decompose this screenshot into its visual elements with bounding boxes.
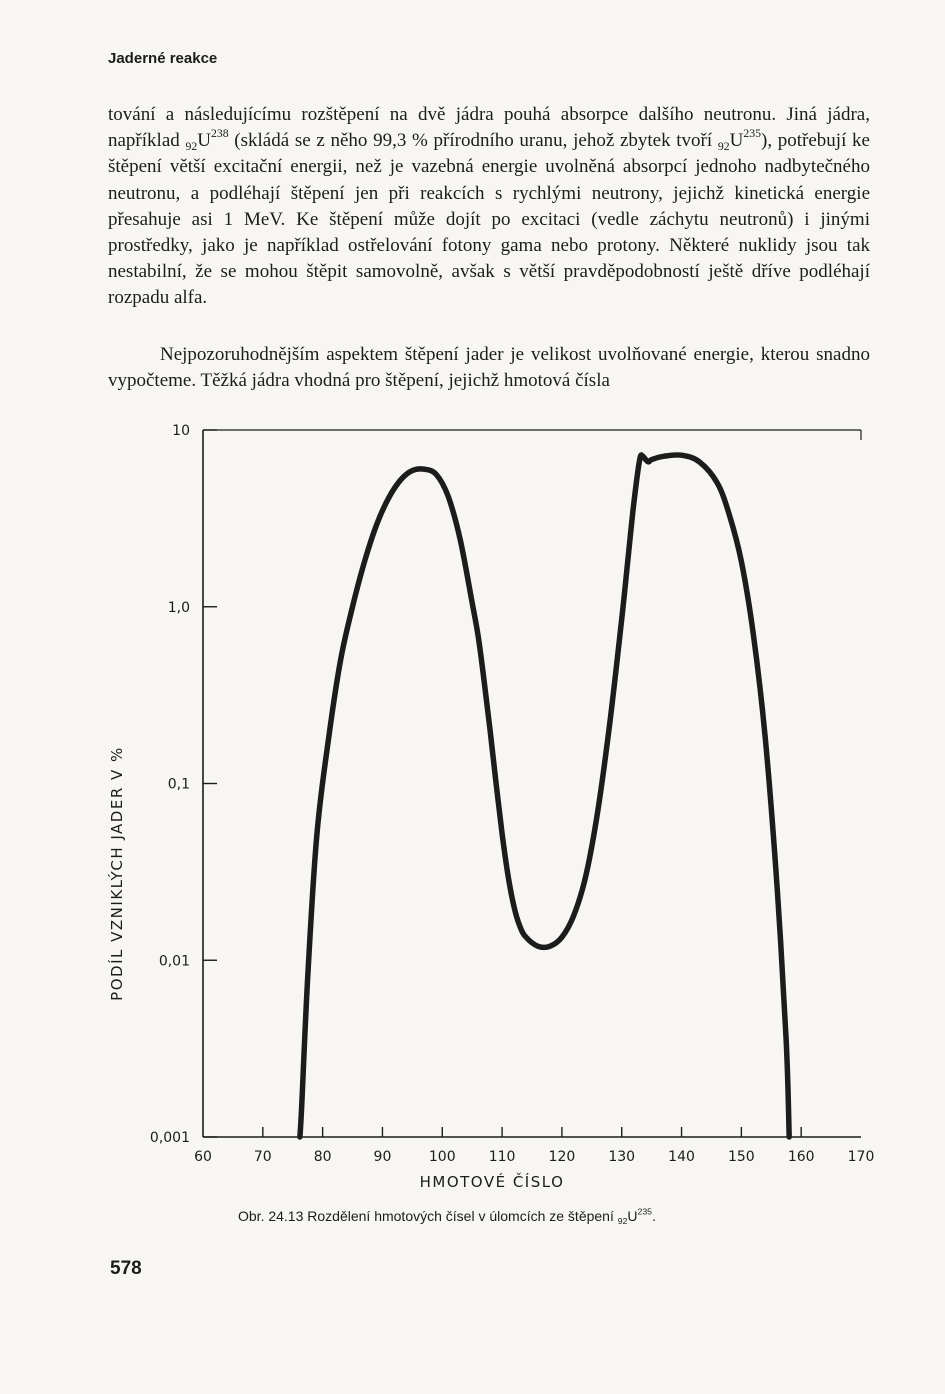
- caption-subscript: 92: [617, 1216, 628, 1227]
- u235-superscript: 235: [743, 127, 761, 141]
- x-tick-label: 80: [313, 1149, 332, 1165]
- caption-superscript: 235: [637, 1206, 652, 1217]
- chart-frame: [203, 430, 861, 1137]
- x-axis-label: HMOTOVÉ ČÍSLO: [419, 1173, 565, 1191]
- x-tick-label: 130: [608, 1149, 636, 1165]
- x-tick-label: 100: [428, 1149, 456, 1165]
- x-tick-label: 70: [253, 1149, 272, 1165]
- x-tick-label: 170: [847, 1149, 875, 1165]
- x-tick-label: 90: [373, 1149, 392, 1165]
- y-axis-label: PODÍL VZNIKLÝCH JADER V %: [108, 746, 126, 1001]
- u238-symbol: U: [197, 130, 211, 152]
- paragraph-1-text-a: tování a následujícímu rozštěpení na dvě jádra pouhá absorpce dalšího neutronu. Jiná jádra, například: [108, 104, 870, 152]
- u238-superscript: 238: [210, 127, 229, 141]
- series-line-u235: [300, 455, 789, 1137]
- x-tick-label: 140: [668, 1149, 695, 1165]
- u235-symbol: U: [729, 130, 744, 152]
- paragraph-2: Nejpozoruhodnějším aspektem štěpení jader je velikost uvolňované energie, kterou snadno vypočteme. Těžká jádra vhodná pro štěpení, jejichž hmotová čísla: [108, 344, 870, 392]
- paragraph-1-text-c: ), potřebují ke štěpení větší excitační energii, než je vazebná energie uvolněná absorpcí jednoho nadbytečného neutronu, a podléhají štěpení jen při reakcích s rychlými neutrony, jejichž kinetická energie přesahuje asi 1 MeV. Ke štěpení může dojít po excitaci (vedle záchytu neutronů) i jinými prostředky, jako je například ostřelování fotony gama nebo protony. Některé nuklidy jsou tak nestabilní, že se mohou štěpit samovolně, avšak s větší pravděpodobností ještě dříve podléhají rozpadu alfa.: [108, 130, 870, 309]
- running-header: Jaderné reakce: [108, 50, 218, 67]
- x-tick-label: 160: [787, 1149, 815, 1165]
- x-axis-ticks: [194, 1127, 874, 1165]
- x-tick-label: 120: [548, 1149, 576, 1165]
- u235-subscript: 92: [717, 140, 730, 154]
- caption-text: Obr. 24.13 Rozdělení hmotových čísel v úlomcích ze štěpení: [238, 1208, 618, 1224]
- y-tick-label: 0,001: [149, 1130, 190, 1146]
- x-tick-label: 60: [194, 1149, 212, 1165]
- figure-caption: [238, 1206, 656, 1227]
- y-axis-ticks: [150, 423, 217, 1146]
- paragraph-1-text-b: (skládá se z něho 99,3 % přírodního uranu, jehož zbytek tvoří: [228, 130, 718, 152]
- y-tick-label: 0,01: [158, 953, 190, 970]
- caption-suffix: .: [652, 1208, 656, 1224]
- page-number: 578: [110, 1258, 142, 1279]
- y-tick-label: 10: [172, 423, 190, 439]
- x-tick-label: 150: [727, 1149, 755, 1165]
- caption-symbol: U: [627, 1208, 638, 1224]
- y-tick-label: 1,0: [167, 599, 190, 616]
- y-tick-label: 0,1: [167, 776, 190, 793]
- x-tick-label: 110: [488, 1149, 516, 1165]
- u238-subscript: 92: [185, 140, 198, 154]
